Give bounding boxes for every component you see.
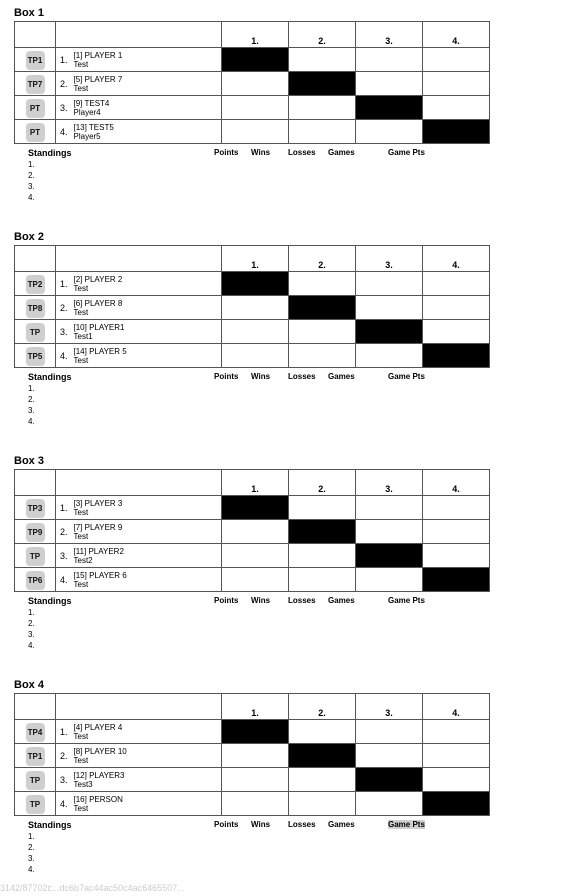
tp-cell <box>15 320 56 344</box>
player-name[interactable]: [8] PLAYER 10 <box>73 746 127 756</box>
tp-cell <box>15 120 56 144</box>
column-header: 4. <box>423 470 490 496</box>
tp-cell <box>15 568 56 592</box>
player-name[interactable]: [5] PLAYER 7 <box>73 74 123 84</box>
points-column-label[interactable]: Points <box>214 148 239 157</box>
round-robin-table <box>14 21 490 144</box>
score-cell[interactable] <box>356 720 423 744</box>
standings-list <box>28 596 72 651</box>
score-cell[interactable] <box>222 792 289 816</box>
player-name[interactable]: [2] PLAYER 2 <box>73 274 123 284</box>
score-cell[interactable] <box>289 496 356 520</box>
score-cell[interactable] <box>356 792 423 816</box>
player-row <box>15 120 490 144</box>
player-team: Test <box>73 531 89 541</box>
table-header-row <box>15 22 490 48</box>
points-column-label[interactable]: Points <box>214 596 239 605</box>
player-name[interactable]: [7] PLAYER 9 <box>73 522 123 532</box>
self-match-cell <box>289 744 356 768</box>
standings-list <box>28 372 72 427</box>
score-cell[interactable] <box>289 768 356 792</box>
tp-cell <box>15 720 56 744</box>
tp-badge[interactable]: TP7 <box>26 75 45 94</box>
score-cell[interactable] <box>356 72 423 96</box>
standings-item: 4. <box>28 193 35 202</box>
wins-column-label[interactable]: Wins <box>251 820 271 829</box>
self-match-cell <box>289 520 356 544</box>
standings-item: 3. <box>28 182 35 191</box>
column-header: 4. <box>423 694 490 720</box>
tp-cell <box>15 48 56 72</box>
score-cell[interactable] <box>222 568 289 592</box>
score-cell[interactable] <box>356 48 423 72</box>
player-name[interactable]: [11] PLAYER2 <box>73 546 124 556</box>
score-cell[interactable] <box>222 344 289 368</box>
score-cell[interactable] <box>289 320 356 344</box>
player-team: Player5 <box>73 131 101 141</box>
self-match-cell <box>423 120 490 144</box>
player-row <box>15 72 490 96</box>
tp-badge[interactable]: TP1 <box>26 51 45 70</box>
games-column-label[interactable]: Games <box>328 148 355 157</box>
score-cell[interactable] <box>222 120 289 144</box>
column-header: 2. <box>289 694 356 720</box>
player-number: 4. <box>56 344 72 368</box>
player-name-cell <box>72 72 222 96</box>
column-header: 3. <box>356 22 423 48</box>
score-cell[interactable] <box>289 272 356 296</box>
tp-badge[interactable]: TP4 <box>26 723 45 742</box>
score-cell[interactable] <box>423 320 490 344</box>
tp-badge[interactable]: TP6 <box>26 571 45 590</box>
points-column-label[interactable]: Points <box>214 820 239 829</box>
standings-item: 1. <box>28 384 35 393</box>
score-cell[interactable] <box>423 768 490 792</box>
self-match-cell <box>356 320 423 344</box>
player-number: 3. <box>56 768 72 792</box>
player-name[interactable]: [13] TEST5 <box>73 122 114 132</box>
player-name[interactable]: [3] PLAYER 3 <box>73 498 123 508</box>
player-team: Test3 <box>73 779 93 789</box>
score-cell[interactable] <box>356 120 423 144</box>
losses-column-label[interactable]: Losses <box>288 596 316 605</box>
standings-item: 2. <box>28 395 35 404</box>
score-cell[interactable] <box>289 48 356 72</box>
player-team: Test <box>73 507 89 517</box>
player-row <box>15 720 490 744</box>
player-row <box>15 792 490 816</box>
score-cell[interactable] <box>423 520 490 544</box>
losses-column-label[interactable]: Losses <box>288 148 316 157</box>
player-row <box>15 544 490 568</box>
player-number: 2. <box>56 744 72 768</box>
tp-badge[interactable]: TP <box>26 323 45 342</box>
score-cell[interactable] <box>423 296 490 320</box>
wins-column-label[interactable]: Wins <box>251 596 271 605</box>
standings-item: 2. <box>28 619 35 628</box>
player-number: 1. <box>56 272 72 296</box>
tp-cell <box>15 344 56 368</box>
score-cell[interactable] <box>289 720 356 744</box>
player-number: 1. <box>56 496 72 520</box>
player-row <box>15 48 490 72</box>
standings-label: Standings <box>28 596 72 606</box>
player-row <box>15 344 490 368</box>
player-number: 3. <box>56 96 72 120</box>
wins-column-label[interactable]: Wins <box>251 148 271 157</box>
score-cell[interactable] <box>356 296 423 320</box>
self-match-cell <box>423 568 490 592</box>
score-cell[interactable] <box>356 520 423 544</box>
player-row <box>15 768 490 792</box>
score-cell[interactable] <box>423 72 490 96</box>
tp-badge[interactable]: TP9 <box>26 523 45 542</box>
score-cell[interactable] <box>222 96 289 120</box>
player-team: Test <box>73 83 89 93</box>
self-match-cell <box>289 296 356 320</box>
tp-badge[interactable]: TP <box>26 771 45 790</box>
player-name-cell <box>72 720 222 744</box>
player-team: Test <box>73 803 89 813</box>
column-header: 4. <box>423 246 490 272</box>
score-cell[interactable] <box>356 744 423 768</box>
player-number: 3. <box>56 544 72 568</box>
tp-badge[interactable]: PT <box>26 99 45 118</box>
self-match-cell <box>289 72 356 96</box>
tp-badge[interactable]: TP2 <box>26 275 45 294</box>
game-pts-column-label[interactable]: Game Pts <box>388 148 425 157</box>
player-row <box>15 96 490 120</box>
player-name-cell <box>72 520 222 544</box>
score-cell[interactable] <box>222 296 289 320</box>
round-robin-table <box>14 469 490 592</box>
player-name[interactable]: [1] PLAYER 1 <box>73 50 123 60</box>
player-team: Test <box>73 283 89 293</box>
player-number: 2. <box>56 520 72 544</box>
standings-item: 1. <box>28 832 35 841</box>
standings-label: Standings <box>28 820 72 830</box>
score-cell[interactable] <box>356 568 423 592</box>
score-cell[interactable] <box>222 744 289 768</box>
standings-item: 3. <box>28 630 35 639</box>
score-cell[interactable] <box>289 544 356 568</box>
status-url: 3142/87702c...dc6b7ac44ac50c4ac6465507... <box>0 883 185 893</box>
tp-badge[interactable]: TP5 <box>26 347 45 366</box>
self-match-cell <box>222 48 289 72</box>
player-name[interactable]: [9] TEST4 <box>73 98 110 108</box>
column-header: 4. <box>423 22 490 48</box>
player-number: 2. <box>56 296 72 320</box>
tp-cell <box>15 792 56 816</box>
player-row <box>15 744 490 768</box>
score-cell[interactable] <box>423 720 490 744</box>
table-header-row <box>15 470 490 496</box>
tp-cell <box>15 96 56 120</box>
column-header: 1. <box>222 694 289 720</box>
player-name[interactable]: [15] PLAYER 6 <box>73 570 127 580</box>
score-cell[interactable] <box>423 96 490 120</box>
column-header: 1. <box>222 22 289 48</box>
tp-cell <box>15 296 56 320</box>
tp-badge[interactable]: TP3 <box>26 499 45 518</box>
standings-item: 2. <box>28 171 35 180</box>
player-name[interactable]: [6] PLAYER 8 <box>73 298 123 308</box>
points-column-label[interactable]: Points <box>214 372 239 381</box>
round-robin-table <box>14 245 490 368</box>
player-row <box>15 272 490 296</box>
player-row <box>15 568 490 592</box>
player-team: Test <box>73 731 89 741</box>
player-team: Test <box>73 755 89 765</box>
self-match-cell <box>356 768 423 792</box>
tp-cell <box>15 744 56 768</box>
standings-item: 1. <box>28 608 35 617</box>
standings-item: 4. <box>28 417 35 426</box>
box-title: Box 3 <box>14 455 44 467</box>
player-name[interactable]: [12] PLAYER3 <box>73 770 125 780</box>
games-column-label[interactable]: Games <box>328 820 355 829</box>
tp-cell <box>15 72 56 96</box>
score-cell[interactable] <box>222 320 289 344</box>
standings-list <box>28 148 72 203</box>
standings-list <box>28 820 72 875</box>
column-header: 2. <box>289 22 356 48</box>
player-number: 2. <box>56 72 72 96</box>
game-pts-column-label[interactable]: Game Pts <box>388 596 425 605</box>
score-cell[interactable] <box>356 496 423 520</box>
player-name[interactable]: [14] PLAYER 5 <box>73 346 127 356</box>
standings-item: 1. <box>28 160 35 169</box>
standings-item: 4. <box>28 865 35 874</box>
column-header: 2. <box>289 246 356 272</box>
standings-item: 3. <box>28 854 35 863</box>
player-number: 1. <box>56 48 72 72</box>
self-match-cell <box>222 496 289 520</box>
tp-cell <box>15 520 56 544</box>
player-number: 4. <box>56 120 72 144</box>
box-section-4 <box>0 672 583 896</box>
player-name[interactable]: [16] PERSON <box>73 794 123 804</box>
player-name-cell <box>72 344 222 368</box>
column-header: 3. <box>356 246 423 272</box>
self-match-cell <box>356 544 423 568</box>
player-name-cell <box>72 496 222 520</box>
losses-column-label[interactable]: Losses <box>288 372 316 381</box>
box-title: Box 4 <box>14 679 44 691</box>
player-team: Test <box>73 59 89 69</box>
score-cell[interactable] <box>423 48 490 72</box>
player-name-cell <box>72 96 222 120</box>
player-name-cell <box>72 568 222 592</box>
score-cell[interactable] <box>289 120 356 144</box>
player-team: Player4 <box>73 107 101 117</box>
standings-label: Standings <box>28 148 72 158</box>
round-robin-table <box>14 693 490 816</box>
self-match-cell <box>222 272 289 296</box>
player-name-cell <box>72 272 222 296</box>
self-match-cell <box>423 344 490 368</box>
table-header-row <box>15 246 490 272</box>
box-title: Box 2 <box>14 231 44 243</box>
player-team: Test2 <box>73 555 93 565</box>
tp-cell <box>15 496 56 520</box>
table-header-row <box>15 694 490 720</box>
score-cell[interactable] <box>289 792 356 816</box>
player-row <box>15 320 490 344</box>
score-cell[interactable] <box>222 544 289 568</box>
self-match-cell <box>222 720 289 744</box>
player-number: 3. <box>56 320 72 344</box>
box-section-1 <box>0 0 583 224</box>
tp-badge[interactable]: TP1 <box>26 747 45 766</box>
player-name[interactable]: [4] PLAYER 4 <box>73 722 123 732</box>
score-cell[interactable] <box>222 72 289 96</box>
column-header: 1. <box>222 246 289 272</box>
standings-item: 2. <box>28 843 35 852</box>
score-cell[interactable] <box>423 272 490 296</box>
player-number: 4. <box>56 792 72 816</box>
tp-cell <box>15 272 56 296</box>
player-row <box>15 296 490 320</box>
box-section-2 <box>0 224 583 448</box>
score-cell[interactable] <box>222 768 289 792</box>
tp-badge[interactable]: TP <box>26 795 45 814</box>
player-name-cell <box>72 744 222 768</box>
column-header: 3. <box>356 470 423 496</box>
score-cell[interactable] <box>356 344 423 368</box>
score-cell[interactable] <box>289 568 356 592</box>
tp-cell <box>15 544 56 568</box>
standings-item: 3. <box>28 406 35 415</box>
player-number: 4. <box>56 568 72 592</box>
player-name-cell <box>72 544 222 568</box>
score-cell[interactable] <box>423 496 490 520</box>
player-team: Test <box>73 307 89 317</box>
score-cell[interactable] <box>423 744 490 768</box>
score-cell[interactable] <box>289 96 356 120</box>
column-header: 1. <box>222 470 289 496</box>
score-cell[interactable] <box>289 344 356 368</box>
player-row <box>15 496 490 520</box>
player-name-cell <box>72 320 222 344</box>
standings-item: 4. <box>28 641 35 650</box>
score-cell[interactable] <box>423 544 490 568</box>
self-match-cell <box>423 792 490 816</box>
column-header: 2. <box>289 470 356 496</box>
wins-column-label[interactable]: Wins <box>251 372 271 381</box>
player-row <box>15 520 490 544</box>
self-match-cell <box>356 96 423 120</box>
player-name-cell <box>72 768 222 792</box>
player-team: Test <box>73 355 89 365</box>
tp-cell <box>15 768 56 792</box>
box-section-3 <box>0 448 583 672</box>
game-pts-column-label[interactable]: Game Pts <box>388 372 425 381</box>
player-team: Test1 <box>73 331 93 341</box>
column-header: 3. <box>356 694 423 720</box>
player-name[interactable]: [10] PLAYER1 <box>73 322 125 332</box>
player-name-cell <box>72 296 222 320</box>
tp-badge[interactable]: TP8 <box>26 299 45 318</box>
player-name-cell <box>72 792 222 816</box>
player-team: Test <box>73 579 89 589</box>
games-column-label[interactable]: Games <box>328 596 355 605</box>
box-title: Box 1 <box>14 7 44 19</box>
games-column-label[interactable]: Games <box>328 372 355 381</box>
score-cell[interactable] <box>222 520 289 544</box>
player-name-cell <box>72 120 222 144</box>
player-name-cell <box>72 48 222 72</box>
player-number: 1. <box>56 720 72 744</box>
tp-badge[interactable]: TP <box>26 547 45 566</box>
game-pts-column-label[interactable]: Game Pts <box>388 820 425 829</box>
score-cell[interactable] <box>356 272 423 296</box>
losses-column-label[interactable]: Losses <box>288 820 316 829</box>
standings-label: Standings <box>28 372 72 382</box>
tp-badge[interactable]: PT <box>26 123 45 142</box>
